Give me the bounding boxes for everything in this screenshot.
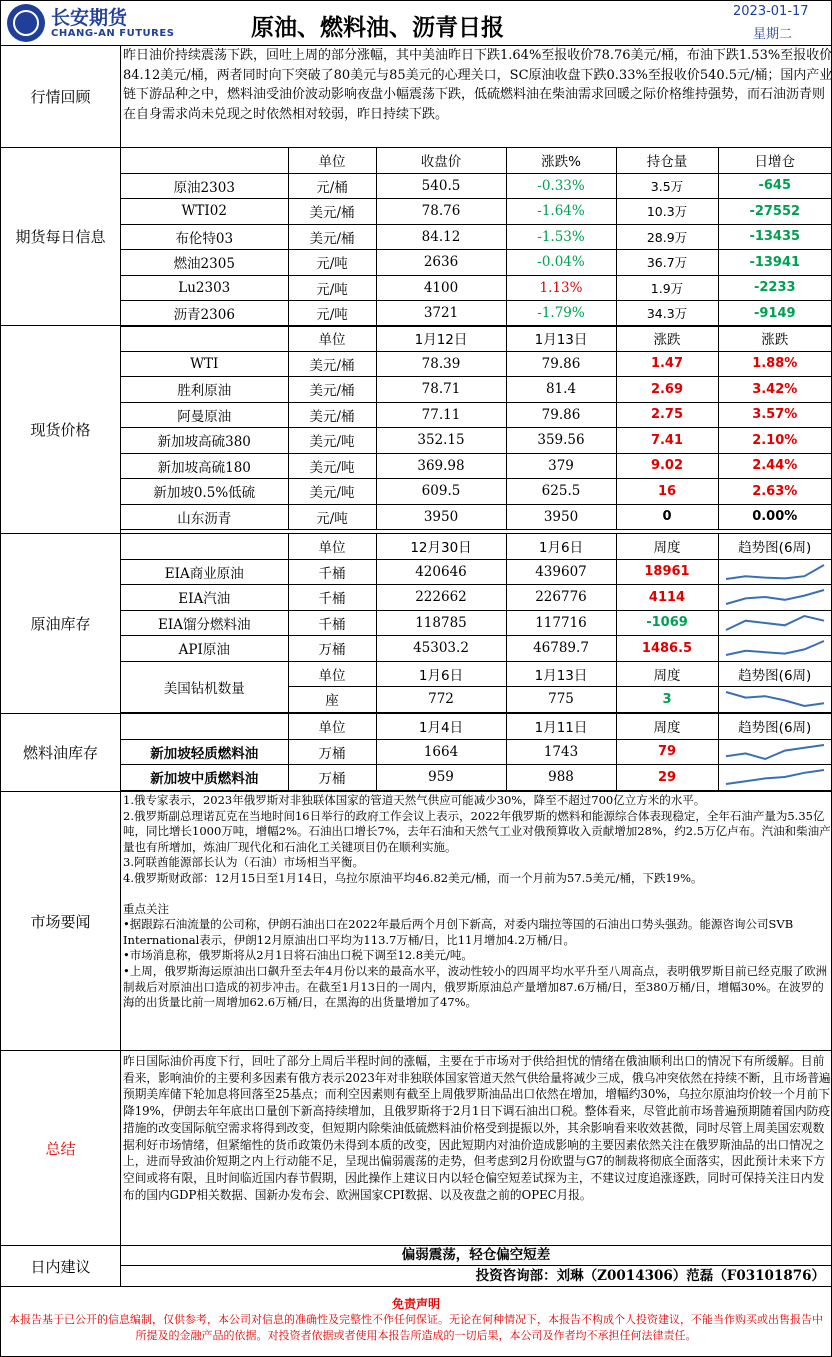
table-row: [121, 504, 831, 530]
change-pct: -1.64%: [506, 199, 616, 225]
sparkline-chart: [723, 742, 827, 762]
crude-inventory-table: [121, 534, 831, 713]
sparkline-series: [726, 616, 824, 630]
section-label: 市场要闻: [1, 792, 121, 1050]
price-day1: 352.15: [376, 428, 506, 454]
change-pct: -0.33%: [506, 173, 616, 199]
oi-change: -645: [718, 173, 831, 199]
price-change: 16: [616, 479, 718, 505]
change-pct: -1.53%: [506, 224, 616, 250]
header-cell: 涨跌%: [506, 148, 616, 173]
unit: 美元/桶: [288, 351, 376, 377]
value-prev: 118785: [376, 610, 506, 636]
close-price: 540.5: [376, 173, 506, 199]
value-prev: 959: [376, 765, 506, 791]
header-cell: 单位: [288, 534, 376, 559]
table-row: [121, 173, 831, 199]
unit: 美元/桶: [288, 199, 376, 225]
unit: 座: [288, 687, 376, 713]
brand-name-en: CHANG-AN FUTURES: [51, 28, 175, 39]
header-cell: 单位: [288, 148, 376, 173]
unit: 美元/桶: [288, 224, 376, 250]
advisor-info: 投资咨询部：刘琳（Z0014306）范磊（F03101876）: [475, 1268, 825, 1284]
header-cell: 持仓量: [616, 148, 718, 173]
unit: 元/吨: [288, 504, 376, 530]
unit: 万桶: [288, 765, 376, 791]
news-item: 1.俄专家表示，2023年俄罗斯对非独联体国家的管道天然气供应可能减少30%，降至不超过700亿立方米的水平。: [123, 793, 706, 807]
price-change: 2.69: [616, 377, 718, 403]
section-crude-inventory: [1, 534, 831, 714]
disclaimer-title: 免责声明: [391, 1297, 440, 1311]
header-cell: 涨跌: [616, 326, 718, 351]
close-price: 84.12: [376, 224, 506, 250]
unit: 元/吨: [288, 275, 376, 301]
product-name: 新加坡高硫380: [121, 428, 288, 454]
price-day1: 78.71: [376, 377, 506, 403]
sparkline-chart: [723, 689, 827, 709]
product-name: 新加坡高硫180: [121, 453, 288, 479]
change-pct: -1.79%: [506, 301, 616, 327]
news-list: [121, 792, 832, 1051]
trend-sparkline: [718, 636, 831, 662]
header-cell: [121, 326, 288, 351]
summary-text: 昨日国际油价再度下行，回吐了部分上周后半程时间的涨幅，主要在于市场对于供给担忧的情绪在俄油顺利出口的情况下有所缓解。目前看来，影响油价的主要利多因素有俄方表示2023年对非独联体国家管道天然气供给量将减少三成，俄乌冲突依然在持续不断，且市场普遍预期美库储下轮加息将回落至25基点；而利空因素则有截至上周俄罗斯油品出口依然在增加，增幅约30%，乌拉尔原油均价较一个月前下降19%，伊朗去年年底出口量创下新高持续增加，且俄罗斯将于2月1日下调石油出口税。整体看来，尽管此前市场普遍预期随着国内防疫措施的改变国际航空需求将得到改变，但短期内除柴油低硫燃料油价格受到提振以外，其余影响看来收效甚微，同时尽管上周美国宏观数据利好市场情绪，但紧缩性的货币政策仍未得到本质的改变，因此短期内对油价造成影响的主要因素依然关注在俄罗斯油品的出口情况之上，进而导致油价短期之内上行动能不足，呈现出偏弱震荡的走势，但考虑到2月份欧盟与G7的制裁将彻底全面落实，因此预计未来下方空间或将有限，且时间临近国内春节假期，因此操作上建议日内以轻仓偏空短差试探为主，不建议过度追涨逐跌，同时可保持关注日内发布的国内GDP相关数据、国新办发布会、欧洲国家CPI数据、以及夜盘之前的OPEC月报。: [123, 1054, 831, 1202]
trend-sparkline: [718, 765, 831, 791]
header-cell: 趋势图(6周): [718, 534, 831, 559]
weekly-change: 4114: [616, 585, 718, 611]
price-change-pct: 0.00%: [718, 504, 831, 530]
weekly-change: 3: [616, 687, 718, 713]
open-interest: 36.7万: [616, 250, 718, 276]
contract-name: 燃油2305: [121, 250, 288, 276]
unit: 美元/桶: [288, 377, 376, 403]
value-prev: 222662: [376, 585, 506, 611]
section-news: [1, 792, 831, 1051]
value-curr: 439607: [506, 559, 616, 585]
change-pct: 1.13%: [506, 275, 616, 301]
price-change-pct: 1.88%: [718, 351, 831, 377]
futures-table: [121, 148, 831, 327]
header-cell: 1月11日: [506, 714, 616, 739]
section-label: 原油库存: [1, 534, 121, 713]
table-row: [121, 402, 831, 428]
sparkline-series: [726, 770, 824, 784]
header-cell: 周度: [616, 661, 718, 687]
contract-name: 沥青2306: [121, 301, 288, 327]
item-name: API原油: [121, 636, 288, 662]
header-cell: 周度: [616, 714, 718, 739]
value-curr: 988: [506, 765, 616, 791]
unit: 万桶: [288, 739, 376, 765]
price-change: 0: [616, 504, 718, 530]
section-label: 日内建议: [1, 1246, 121, 1286]
change-pct: -0.04%: [506, 250, 616, 276]
price-day1: 77.11: [376, 402, 506, 428]
table-row: [121, 739, 831, 765]
header-cell: 单位: [288, 326, 376, 351]
item-name: 新加坡中质燃料油: [121, 765, 288, 791]
price-change-pct: 2.63%: [718, 479, 831, 505]
unit: 美元/吨: [288, 428, 376, 454]
price-change-pct: 3.42%: [718, 377, 831, 403]
value-curr: 46789.7: [506, 636, 616, 662]
weekly-change: 29: [616, 765, 718, 791]
section-disclaimer: [1, 1287, 831, 1356]
section-advice: [1, 1246, 831, 1287]
news-item: •市场消息称，俄罗斯将从2月1日将石油出口税下调至12.8美元/吨。: [123, 948, 473, 963]
table-row: [121, 559, 831, 585]
section-market-review: [1, 45, 831, 148]
price-day2: 359.56: [506, 428, 616, 454]
fuel-inventory-table: [121, 714, 831, 791]
price-change: 9.02: [616, 453, 718, 479]
section-label: 现货价格: [1, 326, 121, 533]
weekly-change: 1486.5: [616, 636, 718, 662]
price-change-pct: 2.10%: [718, 428, 831, 454]
contract-name: WTI02: [121, 199, 288, 225]
header-cell: 1月12日: [376, 326, 506, 351]
table-row: [121, 301, 831, 327]
section-summary: [1, 1051, 831, 1246]
sparkline-series: [726, 590, 824, 604]
price-day1: 78.39: [376, 351, 506, 377]
trend-sparkline: [718, 610, 831, 636]
header-cell: 1月13日: [506, 661, 616, 687]
report-date: 2023-01-17: [733, 4, 809, 19]
table-row: [121, 351, 831, 377]
table-row: [121, 224, 831, 250]
unit: 元/桶: [288, 173, 376, 199]
header-cell: [121, 714, 288, 739]
unit: 美元/桶: [288, 402, 376, 428]
sparkline-chart: [723, 613, 827, 633]
item-name: EIA商业原油: [121, 559, 288, 585]
section-spot: [1, 326, 831, 534]
header-cell: 趋势图(6周): [718, 714, 831, 739]
sparkline-chart: [723, 562, 827, 582]
advice-text: 偏弱震荡，轻仓偏空短差: [121, 1246, 831, 1266]
section-label: 行情回顾: [1, 45, 121, 147]
contract-name: 布伦特03: [121, 224, 288, 250]
product-name: 新加坡0.5%低硫: [121, 479, 288, 505]
product-name: 胜利原油: [121, 377, 288, 403]
value-prev: 45303.2: [376, 636, 506, 662]
weekly-change: -1069: [616, 610, 718, 636]
oi-change: -2233: [718, 275, 831, 301]
news-item: 2.俄罗斯副总理诺瓦克在当地时间16日举行的政府工作会议上表示，2022年俄罗斯的燃料和能源综合体表现稳定，全年石油产量为5.35亿吨，同比增长1000万吨，增幅2%。石油出口增长7%，去年石油和天然气工业对俄预算收入贡献增加28%，约2.5万亿卢布。汽油和柴油产量也有所增加，炼油厂现代化和石油化工关键项目仍在顺利实施。: [123, 808, 831, 854]
report-header: [1, 1, 831, 46]
price-day2: 81.4: [506, 377, 616, 403]
price-day2: 379: [506, 453, 616, 479]
sparkline-series: [726, 565, 824, 579]
news-item: •据跟踪石油流量的公司称，伊朗石油出口在2022年最后两个月创下新高，对委内瑞拉等国的石油出口势头强劲。能源咨询公司SVB International表示，伊朗12月原油出口平均为113.7万桶/日，比11月增加4.2万桶/日。: [123, 917, 794, 947]
unit: 元/吨: [288, 301, 376, 327]
brand-logo: [7, 4, 45, 42]
table-row: [121, 610, 831, 636]
table-row: [121, 250, 831, 276]
unit: 美元/吨: [288, 479, 376, 505]
value-curr: 775: [506, 687, 616, 713]
spot-table: [121, 326, 831, 530]
trend-sparkline: [718, 585, 831, 611]
header-cell: 收盘价: [376, 148, 506, 173]
section-label: 期货每日信息: [1, 148, 121, 325]
header-cell: 趋势图(6周): [718, 661, 831, 687]
price-day2: 79.86: [506, 351, 616, 377]
sparkline-chart: [723, 767, 827, 787]
value-prev: 420646: [376, 559, 506, 585]
sparkline-chart: [723, 587, 827, 607]
header-cell: 1月13日: [506, 326, 616, 351]
item-name: EIA汽油: [121, 585, 288, 611]
sparkline-chart: [723, 638, 827, 658]
unit: 千桶: [288, 585, 376, 611]
oi-change: -9149: [718, 301, 831, 327]
open-interest: 10.3万: [616, 199, 718, 225]
table-row: [121, 275, 831, 301]
table-row: [121, 636, 831, 662]
trend-sparkline: [718, 559, 831, 585]
table-row: [121, 765, 831, 791]
close-price: 4100: [376, 275, 506, 301]
price-day2: 79.86: [506, 402, 616, 428]
unit: 元/吨: [288, 250, 376, 276]
news-item: •上周，俄罗斯海运原油出口飙升至去年4月份以来的最高水平，波动性较小的四周平均水平升至八周高点，表明俄罗斯目前已经克服了欧洲制裁后对原油出口造成的初步冲击。在截至1月13日的一周内，俄罗斯原油总产量增加87.6万桶/日，至380万桶/日，增幅30%。在波罗的海的出货量比前一周增加62.6万桶/日，在黑海的出货量增加了47%。: [123, 963, 828, 1010]
table-row: [121, 377, 831, 403]
price-day2: 3950: [506, 504, 616, 530]
contract-name: Lu2303: [121, 275, 288, 301]
oi-change: -27552: [718, 199, 831, 225]
news-item: 4.俄罗斯财政部：12月15日至1月14日，乌拉尔原油平均46.82美元/桶，而一个月前为57.5美元/桶，下跌19%。: [123, 870, 703, 885]
close-price: 2636: [376, 250, 506, 276]
section-futures: [1, 148, 831, 326]
header-cell: 日增仓: [718, 148, 831, 173]
open-interest: 28.9万: [616, 224, 718, 250]
sparkline-series: [726, 692, 824, 706]
weekly-change: 79: [616, 739, 718, 765]
rig-count-name: 美国钻机数量: [121, 661, 288, 712]
header-cell: 单位: [288, 714, 376, 739]
unit: 万桶: [288, 636, 376, 662]
product-name: 山东沥青: [121, 504, 288, 530]
header-cell: 涨跌: [718, 326, 831, 351]
contract-name: 原油2303: [121, 173, 288, 199]
oi-change: -13941: [718, 250, 831, 276]
product-name: WTI: [121, 351, 288, 377]
price-day1: 3950: [376, 504, 506, 530]
open-interest: 1.9万: [616, 275, 718, 301]
table-row: [121, 428, 831, 454]
close-price: 78.76: [376, 199, 506, 225]
price-change: 1.47: [616, 351, 718, 377]
header-cell: 单位: [288, 661, 376, 687]
unit: 千桶: [288, 559, 376, 585]
header-cell: 周度: [616, 534, 718, 559]
trend-sparkline: [718, 687, 831, 713]
news-subheading: 重点关注: [123, 901, 169, 916]
trend-sparkline: [718, 739, 831, 765]
news-item: 3.阿联酋能源部长认为（石油）市场相当平衡。: [123, 855, 364, 870]
market-review-text: 昨日油价持续震荡下跌，回吐上周的部分涨幅，其中美油昨日下跌1.64%至报收价78.76美元/桶，布油下跌1.53%至报收价84.12美元/桶，两者同时向下突破了80美元与85美元的心理关口，SC原油收盘下跌0.33%至报收价540.5元/桶；国内产业链下游品种之中，燃料油受油价波动影响夜盘小幅震荡下跌，低硫燃料油在柴油需求回暖之际价格维持强势，而石油沥青则在自身需求尚未兑现之时依然相对较弱，昨日持续下跌。: [123, 48, 832, 122]
news-spacer: [123, 887, 832, 902]
price-day1: 369.98: [376, 453, 506, 479]
product-name: 阿曼原油: [121, 402, 288, 428]
header-cell: 12月30日: [376, 534, 506, 559]
price-day1: 609.5: [376, 479, 506, 505]
sparkline-series: [726, 641, 824, 655]
unit: 千桶: [288, 610, 376, 636]
header-cell: 1月6日: [506, 534, 616, 559]
open-interest: 34.3万: [616, 301, 718, 327]
disclaimer-text: 本报告基于已公开的信息编制，仅供参考，本公司对信息的准确性及完整性不作任何保证。无论在何种情况下，本报告不构成个人投资建议，不能当作购买或出售报告中所提及的金融产品的依据。对投资者依据或者使用本报告所造成的一切后果，本公司及作者均不承担任何法律责任。: [9, 1313, 823, 1342]
section-label: 燃料油库存: [1, 714, 121, 791]
open-interest: 3.5万: [616, 173, 718, 199]
header-cell: [121, 148, 288, 173]
table-row: [121, 199, 831, 225]
weekly-change: 18961: [616, 559, 718, 585]
header-cell: 1月6日: [376, 661, 506, 687]
sparkline-series: [726, 745, 824, 759]
section-label: 总结: [1, 1051, 121, 1245]
header-cell: 1月4日: [376, 714, 506, 739]
header-cell: [121, 534, 288, 559]
oi-change: -13435: [718, 224, 831, 250]
price-change-pct: 2.44%: [718, 453, 831, 479]
report-weekday: 星期二: [753, 27, 793, 42]
value-curr: 226776: [506, 585, 616, 611]
value-prev: 772: [376, 687, 506, 713]
price-day2: 625.5: [506, 479, 616, 505]
table-row: [121, 479, 831, 505]
value-prev: 1664: [376, 739, 506, 765]
price-change: 2.75: [616, 402, 718, 428]
brand-name-cn: 长安期货: [51, 7, 128, 29]
price-change: 7.41: [616, 428, 718, 454]
item-name: EIA馏分燃料油: [121, 610, 288, 636]
value-curr: 1743: [506, 739, 616, 765]
close-price: 3721: [376, 301, 506, 327]
table-row: [121, 453, 831, 479]
section-fuel-inventory: [1, 714, 831, 792]
value-curr: 117716: [506, 610, 616, 636]
unit: 美元/吨: [288, 453, 376, 479]
table-row: [121, 585, 831, 611]
report-title: 原油、燃料油、沥青日报: [251, 15, 504, 41]
item-name: 新加坡轻质燃料油: [121, 739, 288, 765]
price-change-pct: 3.57%: [718, 402, 831, 428]
